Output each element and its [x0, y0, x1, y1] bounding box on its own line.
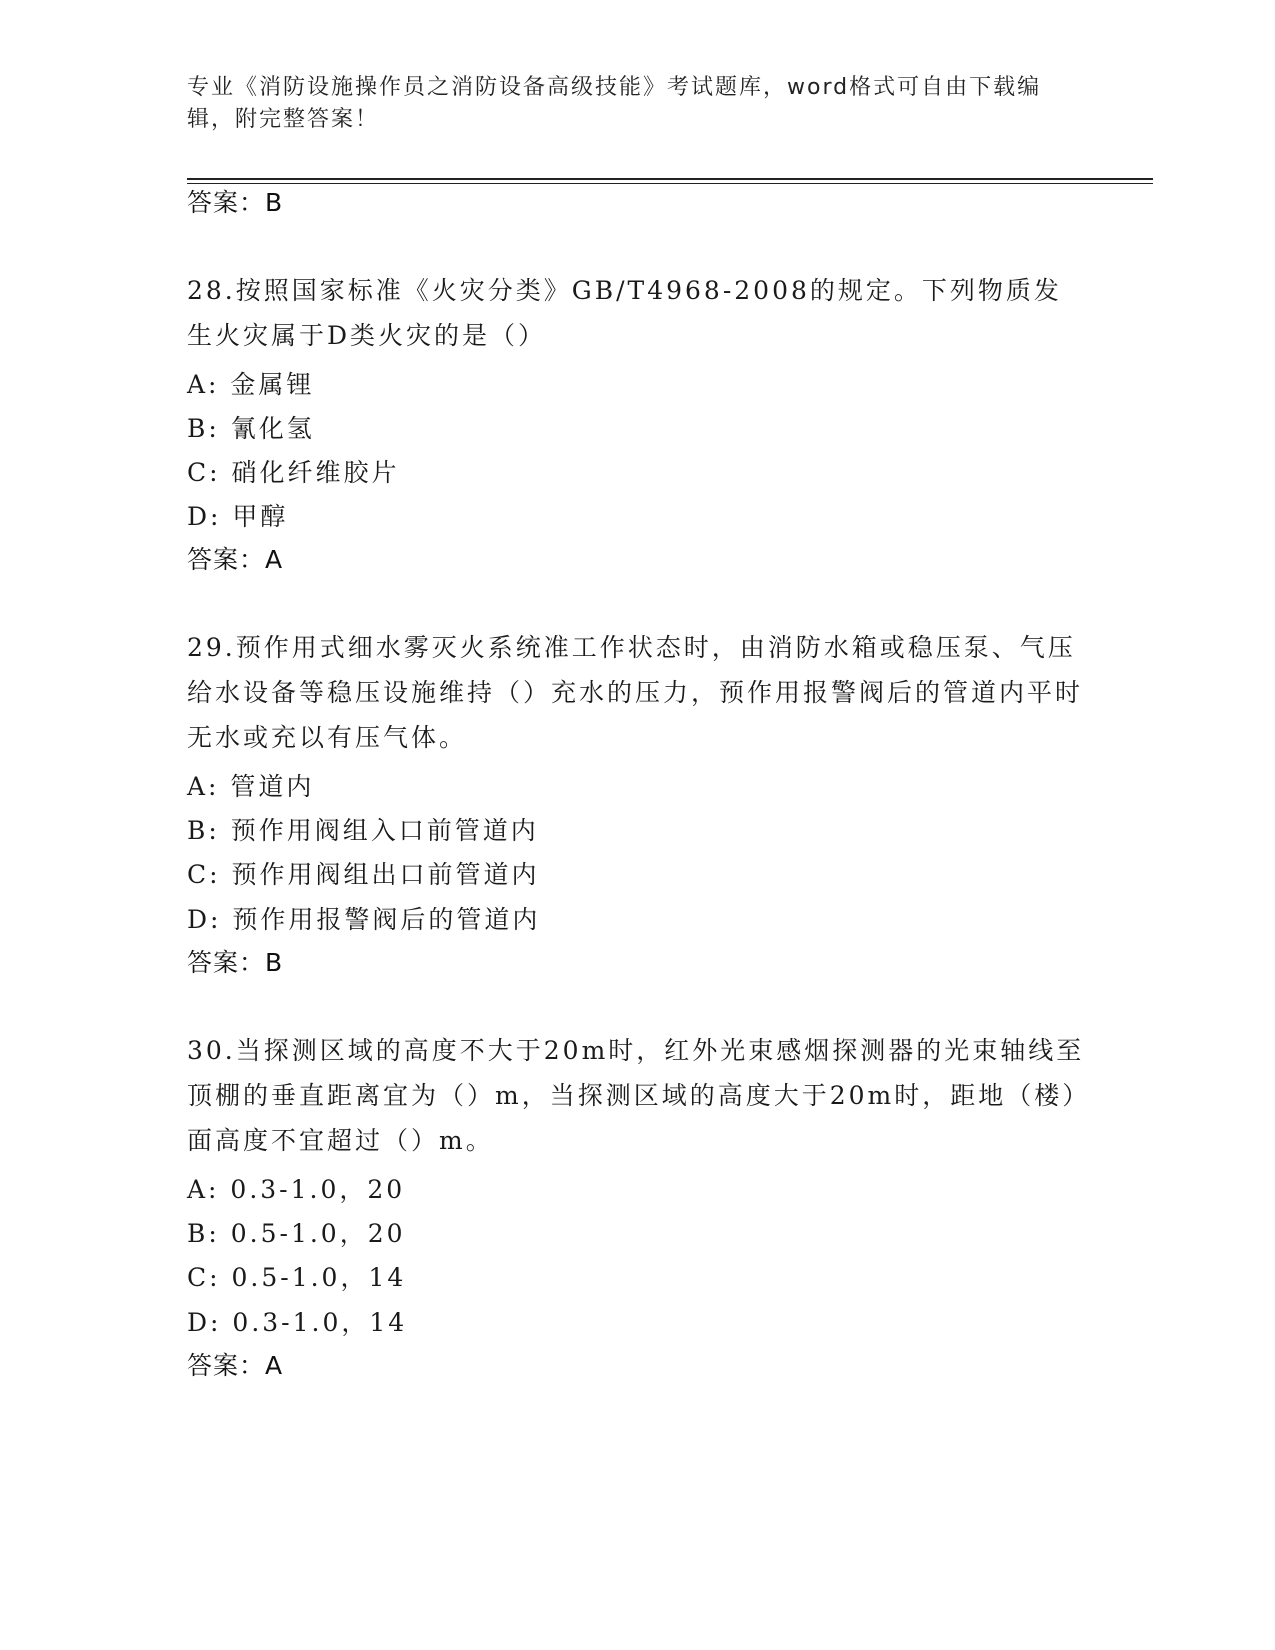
question-29-answer: 答案：B: [187, 948, 284, 977]
question-30-option-a: A: 0.3-1.0，20: [187, 1175, 406, 1204]
question-30-option-b: B: 0.5-1.0，20: [187, 1219, 406, 1248]
question-28-text: 28.按照国家标准《火灾分类》GB/T4968-2008的规定。下列物质发生火灾属于D类火灾的是（）: [187, 276, 1062, 350]
question-29-text: 29.预作用式细水雾灭火系统准工作状态时，由消防水箱或稳压泵、气压给水设备等稳压设施维持（）充水的压力，预作用报警阀后的管道内平时无水或充以有压气体。: [187, 633, 1084, 752]
question-28-answer: 答案：A: [187, 545, 284, 574]
question-30-option-d: D: 0.3-1.0，14: [187, 1308, 408, 1337]
question-29-option-a: A: 管道内: [187, 772, 315, 801]
question-30-answer: 答案：A: [187, 1351, 284, 1380]
question-29-option-c: C: 预作用阀组出口前管道内: [187, 860, 540, 889]
question-28-option-a: A: 金属锂: [187, 370, 315, 399]
header-rule-thin: [187, 183, 1153, 184]
question-28-option-d: D: 甲醇: [187, 502, 289, 531]
question-28-option-c: C: 硝化纤维胶片: [187, 458, 400, 487]
question-30-text: 30.当探测区域的高度不大于20m时，红外光束感烟探测器的光束轴线至顶棚的垂直距离宜为（）m，当探测区域的高度大于20m时，距地（楼）面高度不宜超过（）m。: [187, 1036, 1085, 1155]
answer-27: 答案：B: [187, 188, 284, 217]
question-29-option-d: D: 预作用报警阀后的管道内: [187, 905, 541, 934]
page-header: 专业《消防设施操作员之消防设备高级技能》考试题库，word格式可自由下载编辑，附完整答案！: [187, 75, 1042, 132]
header-rule-thick: [187, 178, 1153, 180]
question-28-option-b: B: 氰化氢: [187, 414, 315, 443]
question-30-option-c: C: 0.5-1.0，14: [187, 1263, 407, 1292]
question-29-option-b: B: 预作用阀组入口前管道内: [187, 816, 539, 845]
